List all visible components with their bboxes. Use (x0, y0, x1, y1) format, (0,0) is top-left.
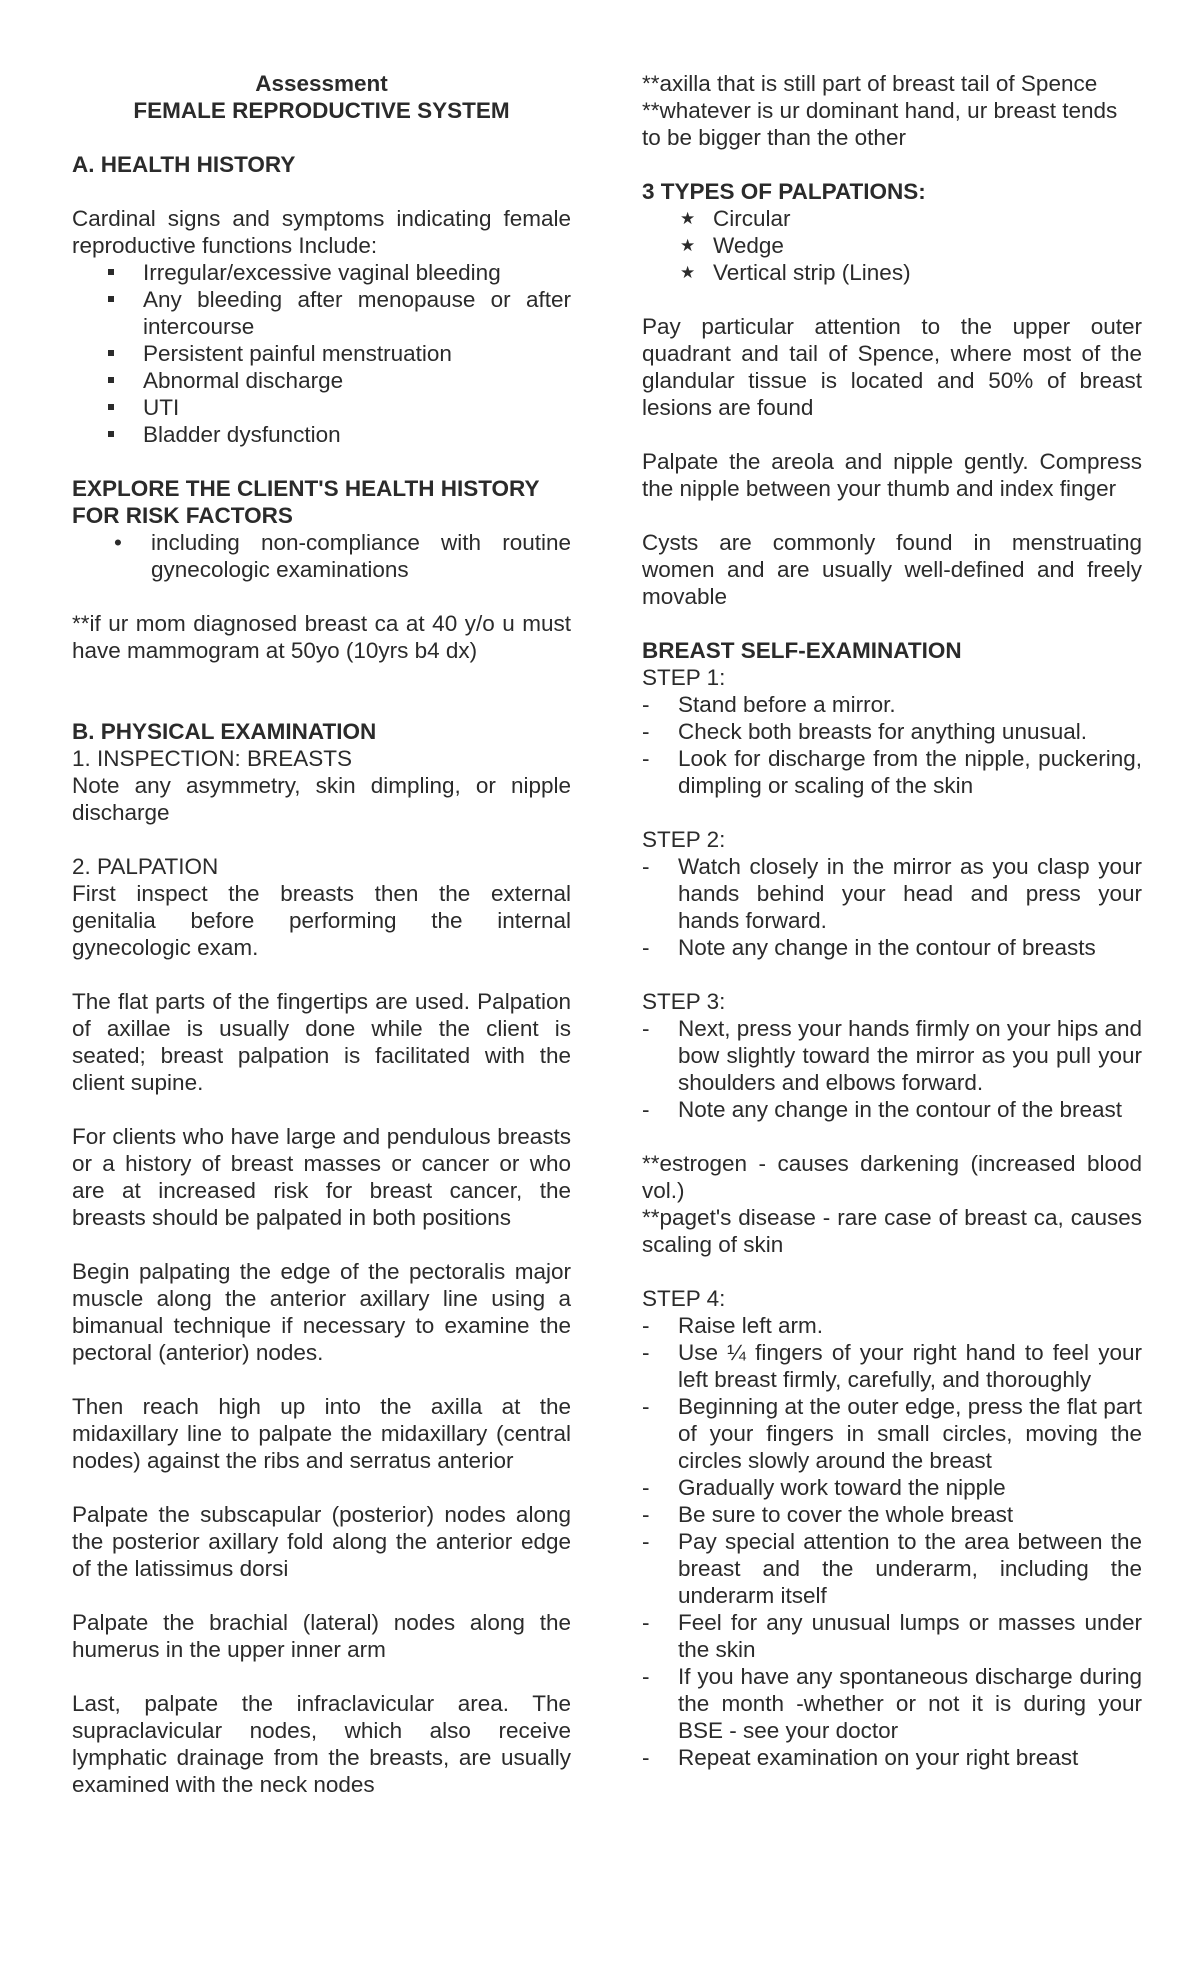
inspection-heading: 1. INSPECTION: BREASTS (72, 746, 353, 771)
right-column (642, 70, 1142, 1771)
left-column (72, 70, 571, 1798)
paragraph: Last, palpate the infraclavicular area. The supraclavicular nodes, which also receive lymphatic drainage from the breasts, are usually examined with the neck nodes (72, 1691, 571, 1797)
document-title: FEMALE REPRODUCTIVE SYSTEM (133, 98, 510, 123)
paragraph: Palpate the brachial (lateral) nodes along the humerus in the upper inner arm (72, 1610, 571, 1662)
estrogen-note: **estrogen - causes darkening (increased blood vol.) (642, 1151, 1142, 1203)
step-label: STEP 2: (642, 827, 726, 852)
list-item: - Gradually work toward the nipple (642, 1474, 1142, 1501)
palpations-heading: 3 TYPES OF PALPATIONS: (642, 179, 926, 204)
list-item: - Note any change in the contour of the breast (642, 1096, 1142, 1123)
dominant-hand-note: **whatever is ur dominant hand, ur breast tends to be bigger than the other (642, 98, 1118, 150)
areola-text: Palpate the areola and nipple gently. Compress the nipple between your thumb and index finger (642, 449, 1142, 501)
cysts-text: Cysts are commonly found in menstruating women and are usually well-defined and freely movable (642, 530, 1142, 609)
list-item: ★ Wedge (642, 232, 1142, 259)
upper-outer-quadrant-text: Pay particular attention to the upper outer quadrant and tail of Spence, where most of the glandular tissue is located and 50% of breast lesions are found (642, 314, 1142, 420)
step-label: STEP 4: (642, 1286, 726, 1311)
list-item: - Raise left arm. (642, 1312, 1142, 1339)
step4-list (642, 1312, 1142, 1771)
step2-list (642, 853, 1142, 961)
list-item: - Feel for any unusual lumps or masses under the skin (642, 1609, 1142, 1663)
list-item: Persistent painful menstruation (72, 340, 571, 367)
paragraph: First inspect the breasts then the external genitalia before performing the internal gynecologic exam. (72, 881, 571, 960)
paget-note: **paget's disease - rare case of breast ca, causes scaling of skin (642, 1205, 1142, 1257)
physical-exam-heading: B. PHYSICAL EXAMINATION (72, 719, 377, 744)
list-item: ★ Vertical strip (Lines) (642, 259, 1142, 286)
mom-note: **if ur mom diagnosed breast ca at 40 y/o u must have mammogram at 50yo (10yrs b4 dx) (72, 611, 571, 663)
list-item: Irregular/excessive vaginal bleeding (72, 259, 571, 286)
explore-heading: EXPLORE THE CLIENT'S HEALTH HISTORY FOR RISK FACTORS (72, 476, 540, 528)
list-item: - Stand before a mirror. (642, 691, 1142, 718)
cardinal-intro: Cardinal signs and symptoms indicating female reproductive functions Include: (72, 206, 571, 258)
step3-list (642, 1015, 1142, 1123)
axilla-note: **axilla that is still part of breast tail of Spence (642, 71, 1098, 96)
list-item: • including non-compliance with routine gynecologic examinations (72, 529, 571, 583)
paragraph: Begin palpating the edge of the pectoralis major muscle along the anterior axillary line using a bimanual technique if necessary to examine the pectoral (anterior) nodes. (72, 1259, 571, 1365)
health-history-heading: A. HEALTH HISTORY (72, 152, 296, 177)
list-item: - Use ¼ fingers of your right hand to feel your left breast firmly, carefully, and thoroughly (642, 1339, 1142, 1393)
list-item: Bladder dysfunction (72, 421, 571, 448)
list-item: - Next, press your hands firmly on your hips and bow slightly toward the mirror as you pull your shoulders and elbows forward. (642, 1015, 1142, 1096)
step1-list (642, 691, 1142, 799)
step-label: STEP 1: (642, 665, 726, 690)
list-item: UTI (72, 394, 571, 421)
list-item: - Be sure to cover the whole breast (642, 1501, 1142, 1528)
explore-list (72, 529, 571, 583)
list-item: Any bleeding after menopause or after intercourse (72, 286, 571, 340)
list-item: - Note any change in the contour of breasts (642, 934, 1142, 961)
step-label: STEP 3: (642, 989, 726, 1014)
list-item: - Pay special attention to the area between the breast and the underarm, including the underarm itself (642, 1528, 1142, 1609)
inspection-text: Note any asymmetry, skin dimpling, or nipple discharge (72, 773, 571, 825)
paragraph: For clients who have large and pendulous breasts or a history of breast masses or cancer or who are at increased risk for breast cancer, the breasts should be palpated in both positions (72, 1124, 571, 1230)
list-item: - Repeat examination on your right breast (642, 1744, 1142, 1771)
list-item: - Look for discharge from the nipple, puckering, dimpling or scaling of the skin (642, 745, 1142, 799)
list-item: Abnormal discharge (72, 367, 571, 394)
assessment-heading: Assessment (255, 71, 388, 96)
bse-heading: BREAST SELF-EXAMINATION (642, 638, 962, 663)
palpation-heading: 2. PALPATION (72, 854, 219, 879)
paragraph: Then reach high up into the axilla at the midaxillary line to palpate the midaxillary (central nodes) against the ribs and serratus anterior (72, 1394, 571, 1473)
list-item: - Watch closely in the mirror as you clasp your hands behind your head and press your hands forward. (642, 853, 1142, 934)
paragraph: Palpate the subscapular (posterior) nodes along the posterior axillary fold along the anterior edge of the latissimus dorsi (72, 1502, 571, 1581)
list-item: ★ Circular (642, 205, 1142, 232)
cardinal-signs-list (72, 259, 571, 448)
list-item: - If you have any spontaneous discharge during the month -whether or not it is during your BSE - see your doctor (642, 1663, 1142, 1744)
list-item: - Beginning at the outer edge, press the flat part of your fingers in small circles, moving the circles slowly around the breast (642, 1393, 1142, 1474)
palpation-types-list (642, 205, 1142, 286)
list-item: - Check both breasts for anything unusual. (642, 718, 1142, 745)
paragraph: The flat parts of the fingertips are used. Palpation of axillae is usually done while the client is seated; breast palpation is facilitated with the client supine. (72, 989, 571, 1095)
